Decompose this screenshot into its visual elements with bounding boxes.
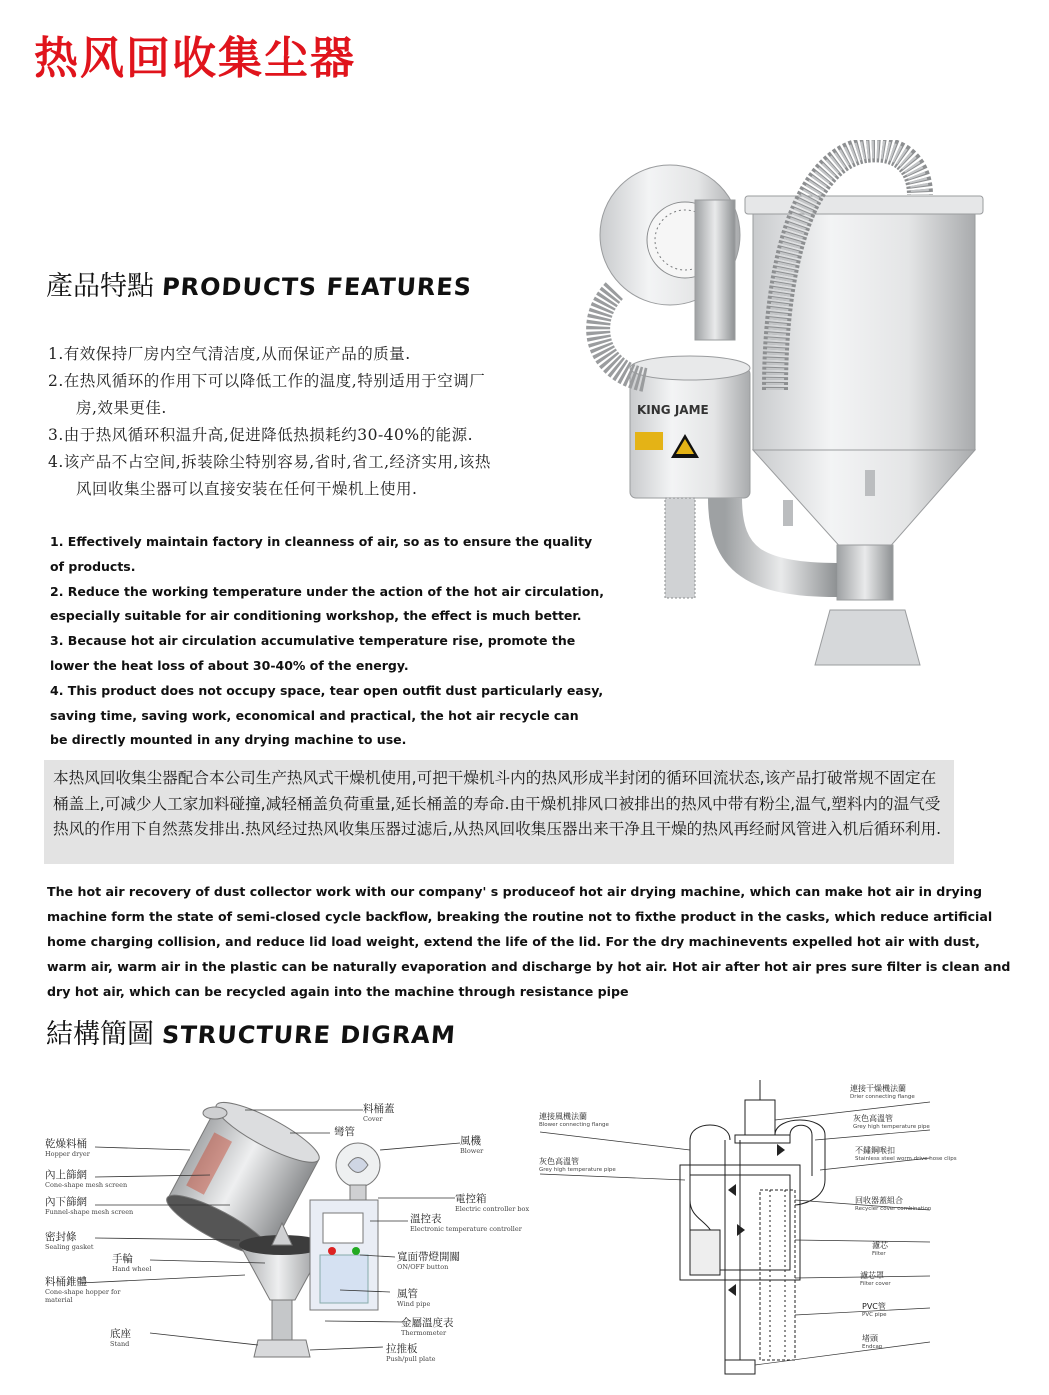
features-heading xyxy=(46,264,472,303)
features-zh-line: 风回收集尘器可以直接安装在任何干燥机上使用. xyxy=(76,480,418,498)
label-funnel-mesh: 內下篩網 Funnel-shape mesh screen xyxy=(45,1196,134,1216)
features-en-line: 4. This product does not occupy space, tear open outfit dust particularly easy, xyxy=(50,682,604,698)
features-en-line: 1. Effectively maintain factory in cleanness of air, so as to ensure the quality xyxy=(50,534,593,549)
description-zh: 本热风回收集尘器配合本公司生产热风式干燥机使用,可把干燥机斗内的热风形成半封闭的循环回流状态,该产品打破常规不固定在桶盖上,可减少人工家加料碰撞,减轻桶盖负荷重量,延长桶盖的寿命.由干燥机排风口被排出的热风中带有粉尘,温气,塑料内的温气受热风的作用下自然蒸发排出.热风经过热风收集压器过滤后,从热风回收集压器出来干净且干燥的热风再经耐风管进入机后循环利用. xyxy=(53,769,942,838)
description-en: The hot air recovery of dust collector work with our company' s produceof hot air drying machine, which can make hot air in drying machine form the state of semi-closed cycle backflow, breaking the routine not to fixthe product in the casks, which reduce artificial home charging collision, and reduce lid load weight, extend the life of the lid. For the dry machinevents expelled hot air with dust, warm air, warm air in the plastic can be naturally evaporation and discharge by hot air. Hot air after hot air pres sure filter is clean and dry hot air, which can be recycled again into the machine through resistance pipe xyxy=(47,884,1011,999)
label-grey-pipe-right: 灰色高溫管 Grey high temperature pipe xyxy=(853,1114,930,1130)
features-en-list xyxy=(50,530,610,753)
features-en-line: especially suitable for air conditioning workshop, the effect is much better. xyxy=(50,608,582,624)
description-zh-box xyxy=(44,760,954,864)
label-push-pull-plate: 拉推板 Push/pull plate xyxy=(386,1343,436,1363)
structure-heading-en: STRUCTURE DIGRAM xyxy=(161,1021,457,1049)
label-hopper-dryer: 乾燥料桶 Hopper dryer xyxy=(45,1138,90,1158)
label-temp-controller: 溫控表 Electronic temperature controller xyxy=(410,1213,522,1233)
label-filter: 濾芯 Filter xyxy=(872,1241,888,1257)
features-en-line: be directly mounted in any drying machine to use. xyxy=(50,732,407,748)
product-photo xyxy=(575,140,1035,680)
features-en-line: 2. Reduce the working temperature under the action of the hot air circulation, xyxy=(50,583,605,599)
features-zh-line: 房,效果更佳. xyxy=(76,399,167,417)
features-zh-list xyxy=(48,341,608,503)
features-heading-zh: 產品特點 xyxy=(46,271,154,302)
features-en-line: 3. Because hot air circulation accumulative temperature rise, promote the xyxy=(50,633,576,649)
label-controller-box: 電控箱 Electric controller box xyxy=(455,1193,530,1213)
label-hand-wheel: 手輪 Hand wheel xyxy=(112,1253,152,1273)
label-endcap: 堵頭 Endcap xyxy=(862,1334,883,1350)
label-thermometer: 金屬溫度表 Thermometer xyxy=(401,1317,454,1337)
label-wind-pipe: 風管 Wind pipe xyxy=(397,1288,431,1308)
structure-heading xyxy=(46,1012,456,1051)
label-drier-flange: 連接干燥機法蘭 Drier connecting flange xyxy=(850,1084,915,1100)
structure-heading-zh: 結構簡圖 xyxy=(46,1019,154,1050)
features-heading-en: PRODUCTS FEATURES xyxy=(161,273,474,301)
label-blower-flange: 連接風機法蘭 Blower connecting flange xyxy=(539,1112,609,1128)
label-recycler-cover: 回收器蓋組合 Recycler cover combination xyxy=(855,1196,932,1212)
label-cone-hopper: 料桶錐體 Cone-shape hopper for material xyxy=(45,1276,121,1304)
label-onoff-button: 寬面帶燈開關 ON/OFF button xyxy=(397,1251,460,1271)
label-hose-clips: 不鏽鋼喉扣 Stainless steel worm drive hose clips xyxy=(855,1146,957,1162)
features-zh-line: 4.该产品不占空间,拆装除尘特别容易,省时,省工,经济实用,该热 xyxy=(48,453,491,471)
label-pvc-pipe: PVC管 PVC pipe xyxy=(862,1302,887,1318)
label-blower: 風機 Blower xyxy=(460,1135,484,1155)
label-cover: 料桶蓋 Cover xyxy=(363,1103,395,1123)
features-en-line: lower the heat loss of about 30-40% of the energy. xyxy=(50,657,409,673)
page-title: 热风回收集尘器 xyxy=(34,33,356,84)
features-en-line: saving time, saving work, economical and practical, the hot air recycle can xyxy=(50,707,579,723)
features-zh-line: 3.由于热风循环积温升高,促进降低热损耗约30-40%的能源. xyxy=(48,426,474,444)
features-en-line: of products. xyxy=(50,558,136,574)
label-filter-cover: 濾芯罩 Filter cover xyxy=(860,1271,891,1287)
label-cone-mesh: 內上篩網 Cone-shape mesh screen xyxy=(45,1169,128,1189)
label-stand: 底座 Stand xyxy=(110,1328,131,1348)
label-grey-pipe-left: 灰色高溫管 Grey high temperature pipe xyxy=(539,1157,616,1173)
label-sealing-gasket: 密封條 Sealing gasket xyxy=(45,1231,94,1251)
product-logo: KING JAME xyxy=(637,403,709,417)
label-elbow-pipe: 彎管 xyxy=(334,1126,355,1138)
features-zh-line: 1.有效保持厂房内空气清洁度,从而保证产品的质量. xyxy=(48,345,411,363)
features-zh-line: 2.在热风循环的作用下可以降低工作的温度,特别适用于空调厂 xyxy=(48,372,486,390)
